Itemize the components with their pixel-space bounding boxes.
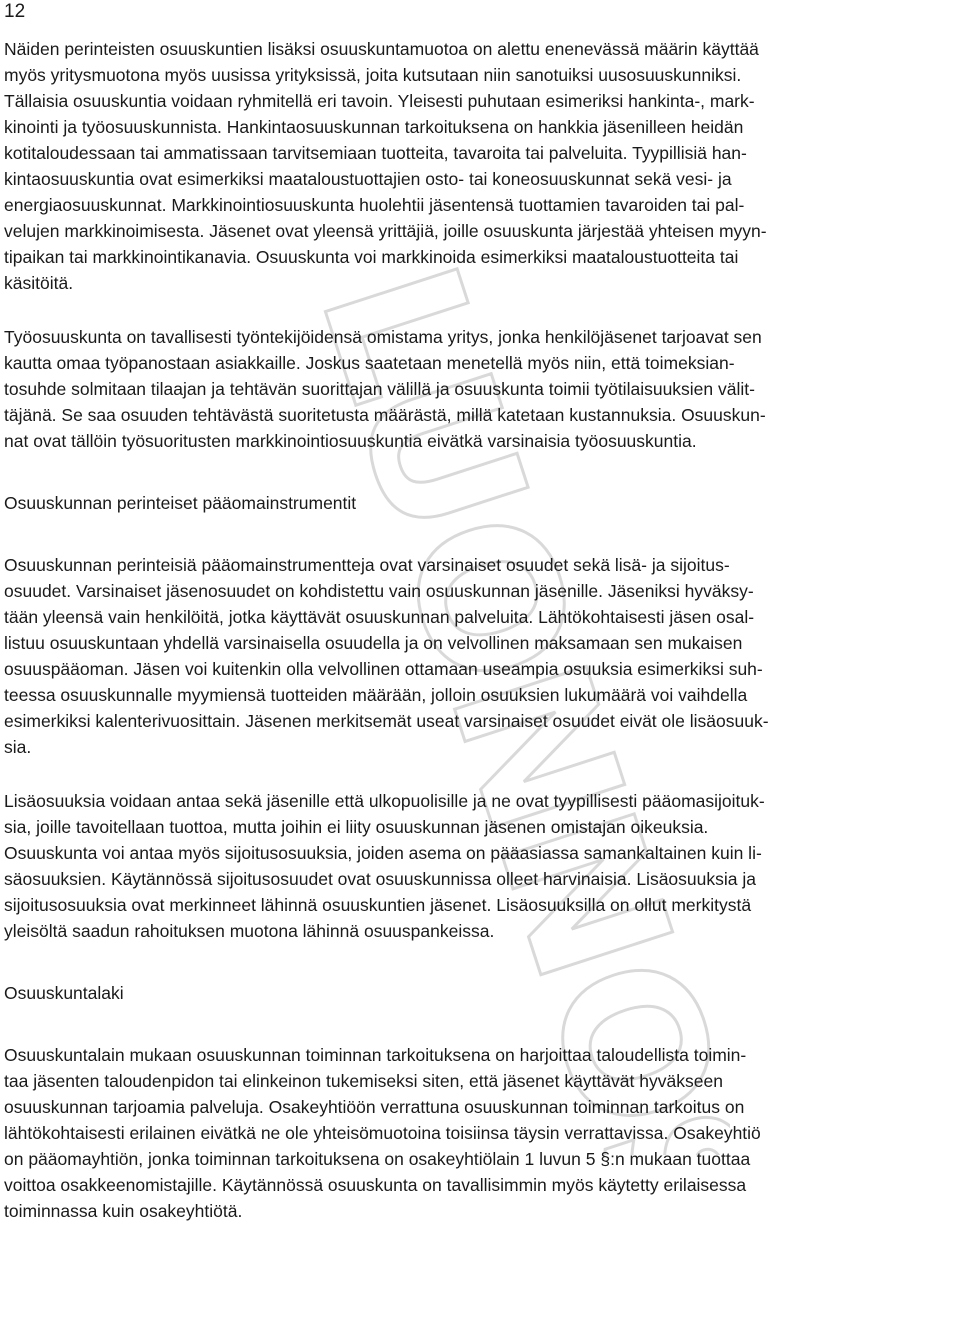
text-line: velujen markkinoimisesta. Jäsenet ovat yleensä yrittäjiä, joille osuuskunta järjestää yhteisen myyn- (4, 221, 767, 241)
text-line: Näiden perinteisten osuuskuntien lisäksi osuuskuntamuotoa on alettu enenevässä määrin käyttää (4, 39, 759, 59)
text-line: sia. (4, 737, 32, 757)
text-line: teessa osuuskunnalle myymiensä tuotteiden määrään, jolloin osuuksien lukumäärä voi vaihdella (4, 685, 748, 705)
text-line: täjänä. Se saa osuuden tehtävästä suoritetusta määrästä, millä katetaan kustannuksia. Osuuskun- (4, 405, 766, 425)
heading-text: Osuuskuntalaki (4, 983, 124, 1003)
text-line: osuuskunnan tarjoamia palveluja. Osakeyhtiöön verrattuna osuuskunnan toiminnan tarkoitus on (4, 1097, 745, 1117)
text-line: kotitaloudessaan tai ammatissaan tarvitsemiaan tuotteita, tavaroita tai palveluita. Tyypillisiä han- (4, 143, 747, 163)
text-line: yleisöltä saadun rahoituksen muotona lähinnä osuuspankeissa. (4, 921, 495, 941)
text-line: lähtökohtaisesti erilainen eivätkä ne ole yhteisömuotoina toisiinsa täysin verrattavissa. Osakeyhtiö (4, 1123, 761, 1143)
text-line: Osuuskunnan perinteisiä pääomainstrumentteja ovat varsinaiset osuudet sekä lisä- ja sijoitus- (4, 555, 730, 575)
text-line: osuuspääoman. Jäsen voi kuitenkin olla velvollinen ottamaan useampia osuuksia esimerkiksi suh- (4, 659, 763, 679)
text-line: kautta omaa työpanostaan asiakkaille. Joskus saatetaan menetellä myös niin, että toimeksian- (4, 353, 735, 373)
text-line: kinointi ja työosuuskunnista. Hankintaosuuskunnan tarkoituksena on hankkia jäsenilleen heidän (4, 117, 744, 137)
text-line: energiaosuuskunnat. Markkinointiosuuskunta huolehtii jäsentensä tuottamien tavaroiden tai pal- (4, 195, 745, 215)
text-line: voittoa osakkeenomistajille. Käytännössä osuuskunta on tavallisimmin myös käytetty erilaisessa (4, 1175, 747, 1195)
text-line: on pääomayhtiön, jonka toiminnan tarkoituksena on osakeyhtiölain 1 luvun 5 §:n mukaan tuottaa (4, 1149, 751, 1169)
text-line: kintaosuuskuntia ovat esimerkiksi maataloustuottajien osto- tai koneosuuskunnat sekä vesi- ja (4, 169, 732, 189)
watermark-text: LUONNOS (277, 255, 730, 1155)
text-line: tipaikan tai markkinointikanavia. Osuuskunta voi markkinoida esimerkiksi maataloustuotteita tai (4, 247, 739, 267)
text-line: säosuuksien. Käytännössä sijoitusosuudet ovat osuuskunnissa olleet harvinaisia. Lisäosuuksia ja (4, 869, 756, 889)
text-line: nat ovat tällöin työsuoritusten markkinointiosuuskuntia eivätkä varsinaisia työosuuskuntia. (4, 431, 697, 451)
text-line: tosuhde solmitaan tilaajan ja tehtävän suorittajan välillä ja osuuskunta toimii työtilaisuuksien välit- (4, 379, 755, 399)
text-line: toiminnassa kuin osakeyhtiötä. (4, 1201, 243, 1221)
text-line: listuu osuuskuntaan yhdellä varsinaisella osuudella ja on velvollinen maksamaan sen mukaisen (4, 633, 743, 653)
text-line: osuudet. Varsinaiset jäsenosuudet on kohdistettu vain osuuskunnan jäsenille. Jäseniksi hyväksy- (4, 581, 754, 601)
text-line: tään yleensä vain henkilöitä, jotka käyttävät osuuskunnan palveluita. Lähtökohtaisesti jäsen osal- (4, 607, 755, 627)
text-line: Työosuuskunta on tavallisesti työntekijöidensä omistama yritys, jonka henkilöjäsenet tarjoavat sen (4, 327, 762, 347)
text-line: Lisäosuuksia voidaan antaa sekä jäsenille että ulkopuolisille ja ne ovat tyypillisesti pääomasijoituk- (4, 791, 765, 811)
text-line: Tällaisia osuuskuntia voidaan ryhmitellä eri tavoin. Yleisesti puhutaan esimeriksi hankinta-, mark- (4, 91, 755, 111)
text-line: sia, joille tavoitellaan tuottoa, mutta joihin ei liity osuuskunnan jäsenen omistajan oikeuksia. (4, 817, 709, 837)
page-number: 12 (4, 1, 26, 22)
heading-text: Osuuskunnan perinteiset pääomainstrumentit (4, 493, 357, 513)
text-line: myös yritysmuotona myös uusissa yrityksissä, joita kutsutaan niin sanotuiksi uusosuuskunniksi. (4, 65, 742, 85)
text-line: esimerkiksi kalenterivuosittain. Jäsenen merkitsemät useat varsinaiset osuudet eivät ole lisäosuuk- (4, 711, 769, 731)
text-line: Osuuskunta voi antaa myös sijoitusosuuksia, joiden asema on pääasiassa samankaltainen kuin li- (4, 843, 762, 863)
text-line: taa jäsenten taloudenpidon tai elinkeinon tukemiseksi siten, että jäsenet käyttävät hyväkseen (4, 1071, 723, 1091)
text-line: sijoitusosuuksia ovat merkinneet lähinnä osuuskuntien jäsenet. Lisäosuuksilla on ollut merkitystä (4, 895, 752, 915)
text-line: käsitöitä. (4, 273, 74, 293)
text-line: Osuuskuntalain mukaan osuuskunnan toiminnan tarkoituksena on harjoittaa taloudellista toimin- (4, 1045, 747, 1065)
